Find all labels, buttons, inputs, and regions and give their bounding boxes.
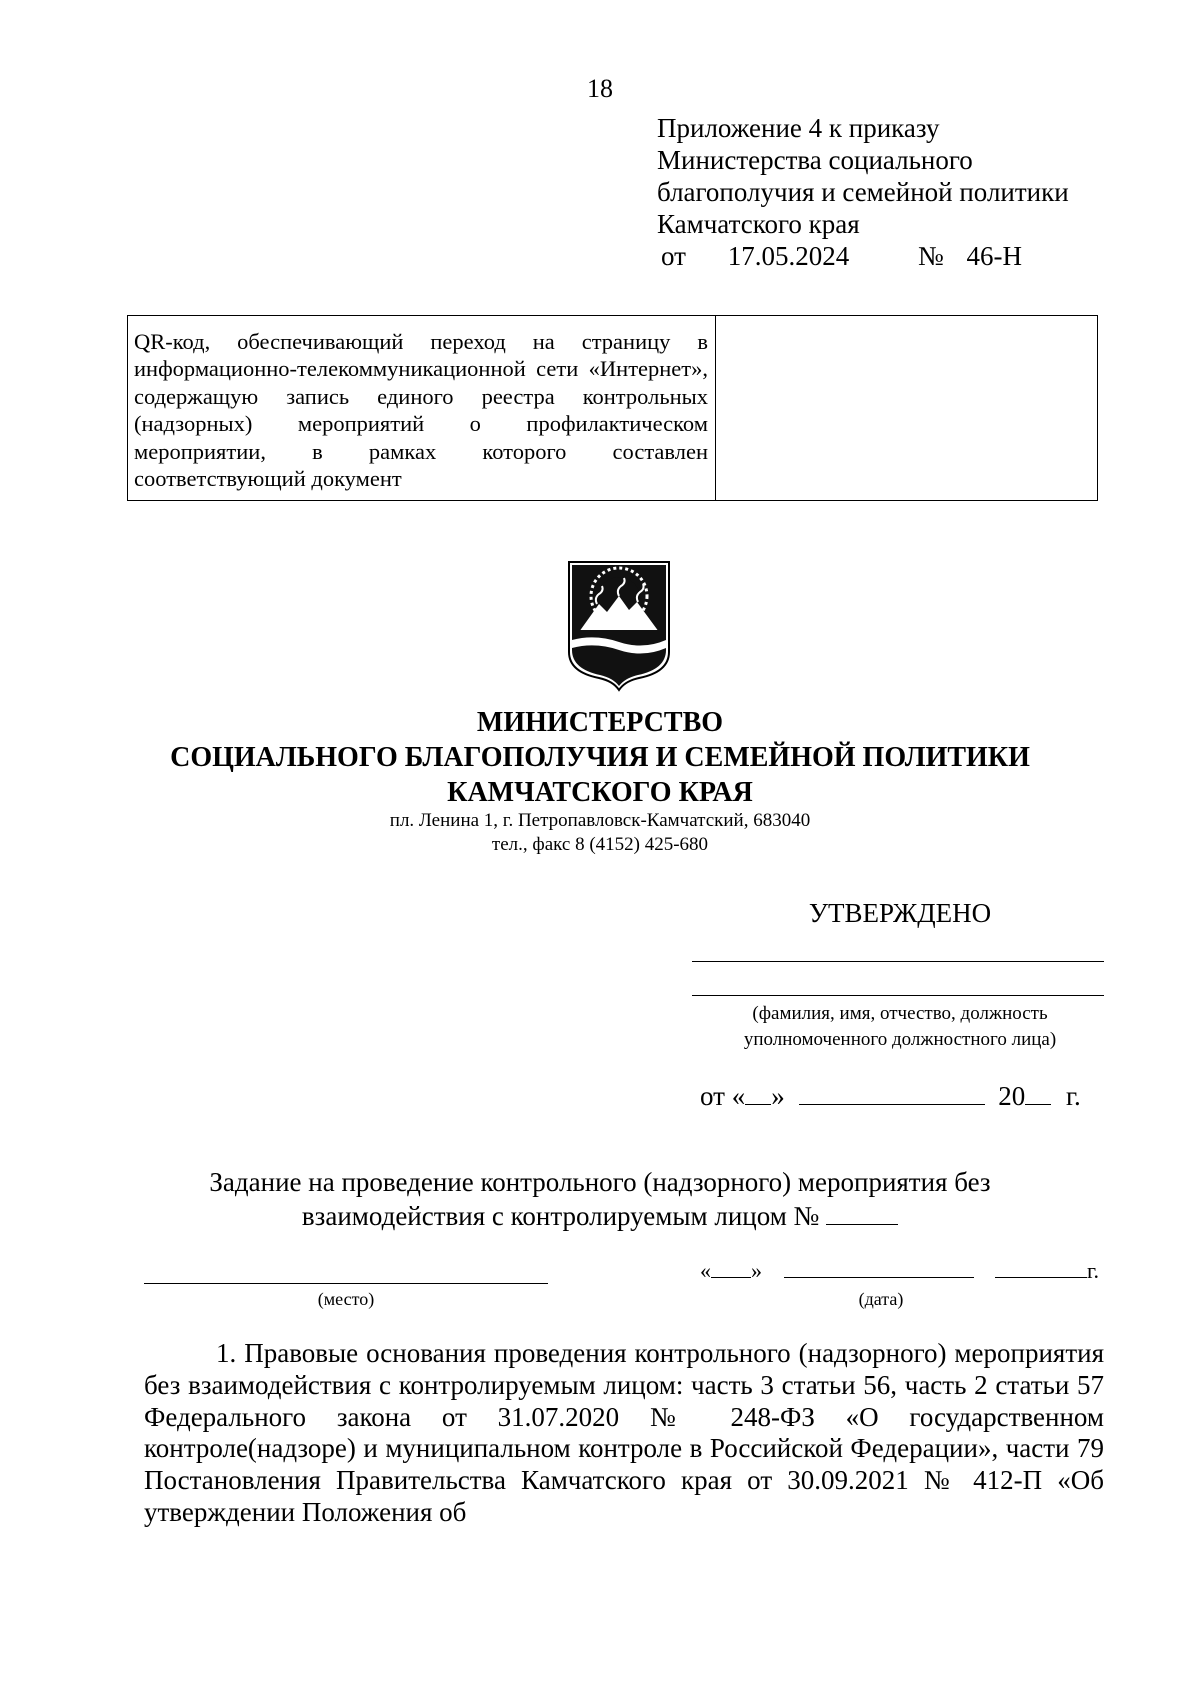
approval-date-mid: » [771, 1081, 785, 1111]
qr-code-table [127, 315, 1098, 501]
task-number-blank[interactable] [826, 1200, 898, 1225]
qr-description-cell: QR-код, обеспечивающий переход на страницу в информационно-телекоммуникационной сети «Интернет», содержащую запись единого реестра контрольных (надзорных) мероприятий о профилактическом мероприятии, в рамках которого составлен соответствующий документ [128, 316, 716, 500]
appendix-line-1: Приложение 4 к приказу [657, 113, 940, 143]
task-title-line-1: Задание на проведение контрольного (надзорного) мероприятия без [209, 1167, 991, 1197]
ministry-address: пл. Ленина 1, г. Петропавловск-Камчатский, 683040 [389, 810, 811, 831]
approval-year-suffix: г. [1065, 1081, 1081, 1111]
task-title-line-2-text: взаимодействия с контролируемым лицом № [301, 1201, 820, 1231]
order-details [657, 240, 1069, 272]
ministry-phone: тел., факс 8 (4152) 425-680 [491, 834, 709, 855]
task-date-open-quote: « [700, 1258, 711, 1283]
task-month-blank[interactable] [784, 1257, 974, 1278]
task-title-line-2 [0, 1199, 1200, 1233]
signature-caption-line-1: (фамилия, имя, отчество, должность [752, 1003, 1048, 1024]
signature-line-2[interactable] [692, 995, 1104, 996]
date-caption: (дата) [858, 1289, 904, 1309]
approval-year-prefix: 20 [998, 1081, 1026, 1111]
approval-date [700, 1080, 1081, 1112]
task-day-blank[interactable] [711, 1257, 751, 1278]
order-from-label: от [661, 241, 686, 271]
place-caption: (место) [317, 1289, 375, 1309]
approval-date-prefix: от « [700, 1081, 746, 1111]
signature-caption-line-2: уполномоченного должностного лица) [743, 1029, 1057, 1050]
kamchatka-coat-of-arms-icon [567, 560, 671, 692]
paragraph-legal-basis: 1. Правовые основания проведения контрольного (надзорного) мероприятия без взаимодействия с контролируемым лицом: часть 3 статьи 56, часть 2 статьи 57 Федерального закона от 31.07.2020 № 248-ФЗ «О государственном контроле(надзоре) и муниципальном контроле в Российской Федерации», части 79 Постановления Правительства Камчатского края от 30.09.2021 № 412-П «Об утверждении Положения об [144, 1338, 1104, 1527]
approval-year-blank[interactable] [1025, 1080, 1051, 1105]
approved-title: УТВЕРЖДЕНО [808, 898, 992, 928]
page-number: 18 [587, 74, 613, 103]
ministry-heading [0, 705, 1200, 810]
ministry-line-3: КАМЧАТСКОГО КРАЯ [447, 777, 753, 808]
approval-day-blank[interactable] [745, 1080, 771, 1105]
ministry-contacts [0, 809, 1200, 857]
task-title [0, 1165, 1200, 1233]
ministry-line-2: СОЦИАЛЬНОГО БЛАГОПОЛУЧИЯ И СЕМЕЙНОЙ ПОЛИТИКИ [170, 742, 1030, 773]
appendix-header [657, 112, 1069, 272]
task-date-row [700, 1257, 1099, 1284]
signature-caption [690, 1001, 1110, 1053]
task-year-blank[interactable] [995, 1257, 1087, 1278]
signature-line-1[interactable] [692, 961, 1104, 962]
place-blank-line[interactable] [144, 1283, 548, 1284]
ministry-line-1: МИНИСТЕРСТВО [476, 707, 724, 738]
qr-code-cell [716, 316, 1097, 500]
task-year-suffix: г. [1087, 1258, 1100, 1283]
task-date-close-quote: » [751, 1258, 762, 1283]
order-number: 46-Н [966, 241, 1022, 271]
appendix-line-3: благополучия и семейной политики [657, 177, 1069, 207]
order-number-sign: № [917, 241, 944, 271]
appendix-line-4: Камчатского края [657, 209, 860, 239]
order-date: 17.05.2024 [727, 241, 850, 271]
appendix-line-2: Министерства социального [657, 145, 973, 175]
approval-month-blank[interactable] [799, 1080, 985, 1105]
